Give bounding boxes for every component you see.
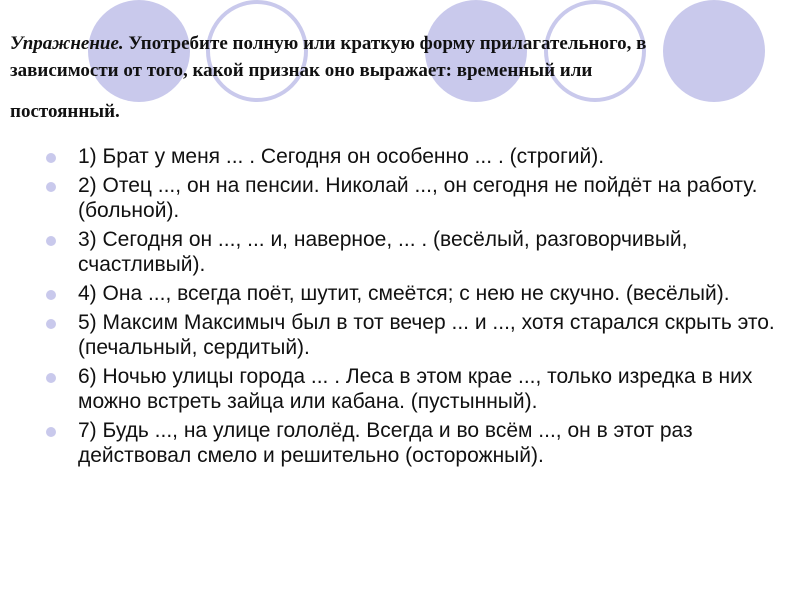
list-item-text: 5) Максим Максимыч был в тот вечер ... и ..., хотя старался скрыть это. (печальный, сердитый).	[78, 311, 775, 359]
exercise-title	[10, 30, 794, 125]
list-item-text: 7) Будь ..., на улице гололёд. Всегда и во всём ..., он в этот раз действовал смело и решительно (осторожный).	[78, 419, 693, 467]
list-item	[46, 310, 786, 360]
title-line-3: постоянный.	[10, 101, 120, 122]
list-item-text: 1) Брат у меня ... . Сегодня он особенно ... . (строгий).	[78, 145, 605, 168]
bullet-icon	[46, 373, 56, 383]
list-item	[46, 418, 786, 468]
list-item	[46, 173, 786, 223]
list-item	[46, 281, 786, 306]
exercise-list	[46, 144, 786, 472]
bullet-icon	[46, 427, 56, 437]
bullet-icon	[46, 290, 56, 300]
title-line-2: зависимости от того, какой признак оно выражает: временный или	[10, 60, 593, 81]
list-item	[46, 144, 786, 169]
exercise-label: Упражнение.	[10, 33, 124, 54]
bullet-icon	[46, 236, 56, 246]
bullet-icon	[46, 319, 56, 329]
bullet-icon	[46, 182, 56, 192]
list-item	[46, 364, 786, 414]
list-item-text: 2) Отец ..., он на пенсии. Николай ..., он сегодня не пойдёт на работу. (больной).	[78, 174, 758, 222]
list-item-text: 3) Сегодня он ..., ... и, наверное, ... . (весёлый, разговорчивый, счастливый).	[78, 228, 688, 276]
title-line-1: Употребите полную или краткую форму прилагательного, в	[123, 33, 647, 54]
list-item	[46, 227, 786, 277]
list-item-text: 6) Ночью улицы города ... . Леса в этом крае ..., только изредка в них можно встреть зайца или кабана. (пустынный).	[78, 365, 753, 413]
bullet-icon	[46, 153, 56, 163]
list-item-text: 4) Она ..., всегда поёт, шутит, смеётся; с нею не скучно. (весёлый).	[78, 282, 730, 305]
